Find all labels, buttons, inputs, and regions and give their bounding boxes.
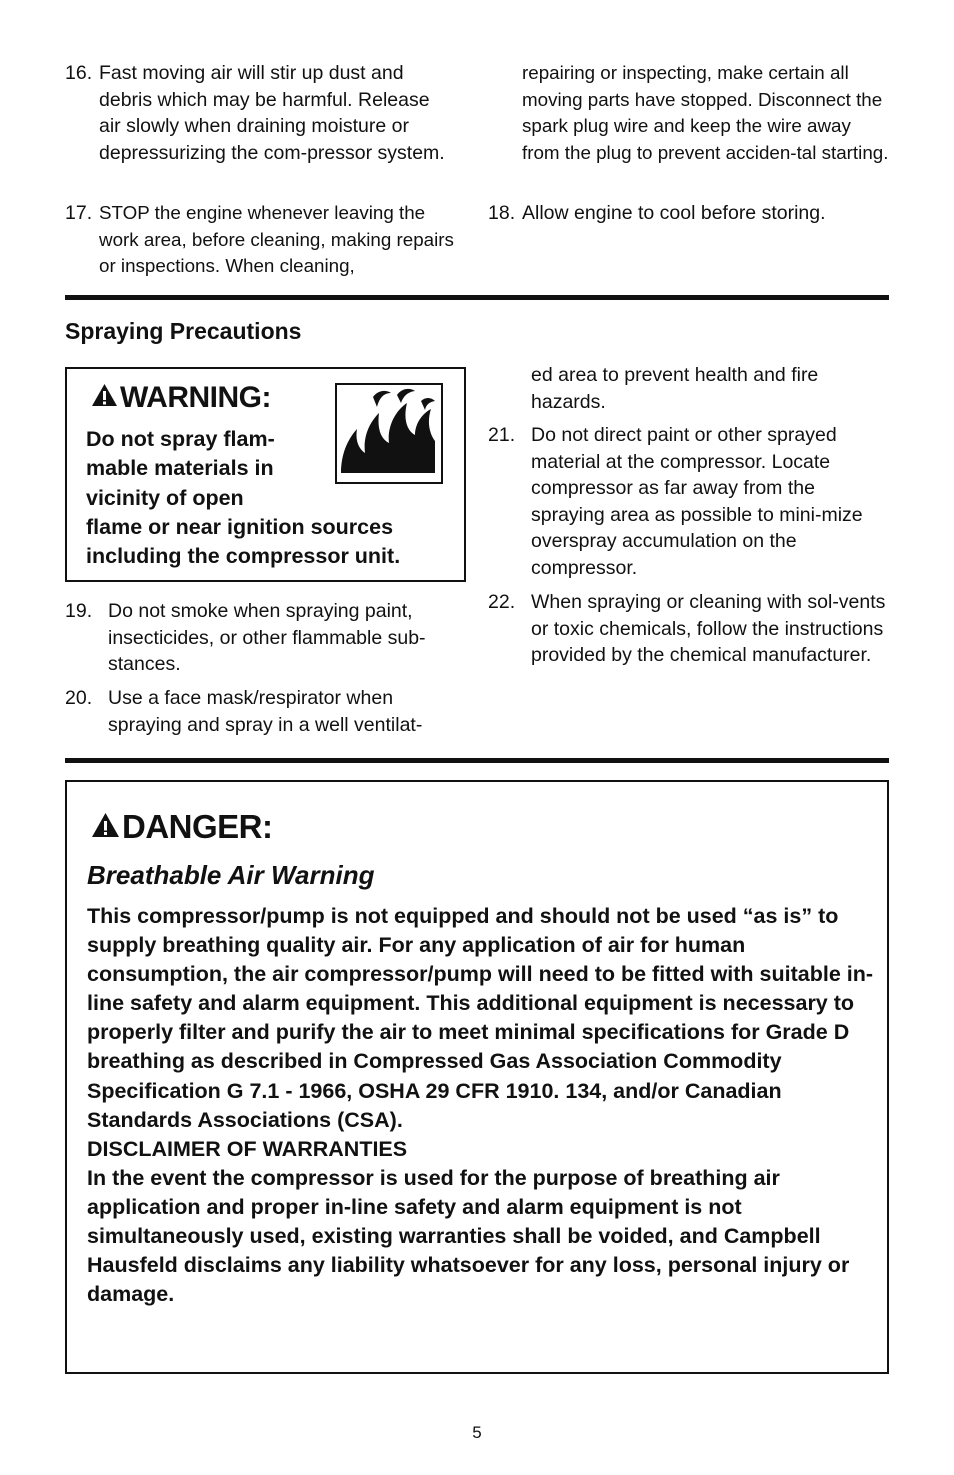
danger-box [65,780,889,1374]
page-number: 5 [472,1423,482,1442]
item-16 [65,60,460,166]
item-18 [488,200,888,227]
item-number: 18. [488,202,516,224]
item-text: Fast moving air will stir up dust and debris which may be harmful. Release air slowly when draining moisture or depressurizing the com-pressor system. [99,62,445,164]
section-divider [65,758,889,763]
item-17 [65,200,460,280]
item-20 [65,685,465,738]
item-number: 16. [65,62,93,84]
warning-text: Do not spray flam- mable materials in vicinity of open flame or near ignition sources including the compressor unit. [86,427,401,569]
item-19 [65,598,465,678]
item-21 [488,422,888,582]
disclaimer-paragraph: In the event the compressor is used for the purpose of breathing air application and proper in-line safety and alarm equipment is not simultaneously used, existing warranties shall be voided, and Campbell Hausfeld disclaims any liability whatsoever for any loss, personal injury or damage. [87,1165,850,1307]
danger-body [87,902,879,1309]
danger-paragraph: This compressor/pump is not equipped and should not be used “as is” to supply breathing quality air. For any application of air for human consumption, the air compressor/pump will need to be fitted with suitable in-line safety and alarm equipment. This additional equipment is necessary to properly filter and purify the air to meet minimal specifications for Grade D breathing as described in Compressed Gas Association Commodity Specification G 7.1 - 1966, OSHA 29 CFR 1910. 134, and/or Canadian Standards Associations (CSA). [87,904,874,1132]
warning-box [65,367,466,582]
item-number: 17. [65,202,93,224]
item-20-continued: ed area to prevent health and fire hazards. [531,364,819,413]
danger-subtitle: Breathable Air Warning [87,860,375,890]
item-22 [488,589,888,669]
item-text: Do not smoke when spraying paint, insecticides, or other flammable sub-stances. [108,600,426,676]
item-17-continued: repairing or inspecting, make certain all moving parts have stopped. Disconnect the spark plug wire and keep the wire away from the plug to prevent acciden-tal starting. [522,62,889,163]
warning-triangle-icon [91,383,118,407]
warning-triangle-icon [91,812,120,838]
warning-title: WARNING: [91,381,271,415]
item-text: Allow engine to cool before storing. [522,202,826,224]
item-number: 20. [65,687,93,709]
item-number: 21. [488,424,516,446]
item-text: When spraying or cleaning with sol-vents or toxic chemicals, follow the instructions provided by the chemical manufacturer. [531,591,886,667]
item-number: 22. [488,591,516,613]
danger-title: DANGER: [91,808,273,846]
section-heading: Spraying Precautions [65,318,302,344]
item-number: 19. [65,600,93,622]
item-text: STOP the engine whenever leaving the work area, before cleaning, making repairs or inspections. When cleaning, [99,202,454,277]
disclaimer-heading: DISCLAIMER OF WARRANTIES [87,1136,408,1161]
item-text: Use a face mask/respirator when spraying and spray in a well ventilat- [108,687,423,736]
section-divider [65,295,889,300]
item-text: Do not direct paint or other sprayed material at the compressor. Locate compressor as far away from the spraying area as possible to mini-mize overspray accumulation on the compressor. [531,424,863,579]
